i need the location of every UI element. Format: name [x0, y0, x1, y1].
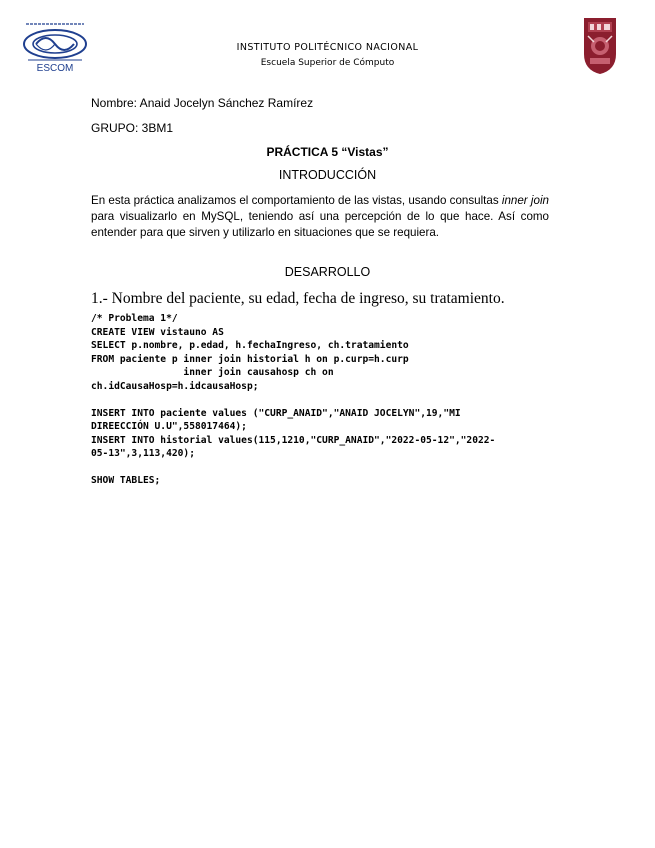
- institution-name: INSTITUTO POLITÉCNICO NACIONAL: [236, 42, 419, 53]
- sql-code-block: [91, 312, 561, 488]
- intro-heading: INTRODUCCIÓN: [278, 168, 377, 182]
- intro-text-before: En esta práctica analizamos el comportamiento de las vistas, usando consultas: [91, 194, 502, 207]
- ipn-logo: [580, 14, 620, 76]
- practice-title: PRÁCTICA 5 “Vistas”: [266, 145, 389, 159]
- student-name: Nombre: Anaid Jocelyn Sánchez Ramírez: [91, 96, 314, 110]
- school-name: Escuela Superior de Cómputo: [260, 58, 395, 68]
- code-line: /* Problema 1*/: [91, 313, 178, 324]
- student-group: GRUPO: 3BM1: [91, 121, 174, 135]
- escom-logo-text: ESCOM: [36, 63, 74, 74]
- code-line: ch.idCausaHosp=h.idcausaHosp;: [91, 380, 259, 392]
- code-line: SELECT p.nombre, p.edad, h.fechaIngreso, ch.tratamiento: [91, 340, 409, 351]
- code-line: inner join causahosp ch on: [91, 367, 334, 378]
- code-line: SHOW TABLES;: [91, 475, 161, 486]
- intro-text-after: para visualizarlo en MySQL, teniendo así una percepción de lo que hace. Así como entender para que sirven y utilizarlo en situaciones que se requiera.: [91, 210, 549, 239]
- code-line: DIREECCIÓN U.U",558017464);: [91, 421, 247, 432]
- intro-text-italic: inner join: [501, 194, 549, 207]
- development-heading: DESARROLLO: [284, 265, 371, 279]
- code-line: INSERT INTO paciente values ("CURP_ANAID","ANAID JOCELYN",19,"MI: [91, 407, 461, 419]
- code-line: INSERT INTO historial values(115,1210,"CURP_ANAID","2022-05-12","2022-: [91, 434, 496, 446]
- code-line: CREATE VIEW vistauno AS: [91, 326, 224, 338]
- code-line: 05-13",3,113,420);: [91, 448, 195, 459]
- code-line: FROM paciente p inner join historial h on p.curp=h.curp: [91, 353, 409, 365]
- problem-1-statement: 1.- Nombre del paciente, su edad, fecha de ingreso, su tratamiento.: [91, 290, 505, 307]
- intro-paragraph: [91, 193, 549, 241]
